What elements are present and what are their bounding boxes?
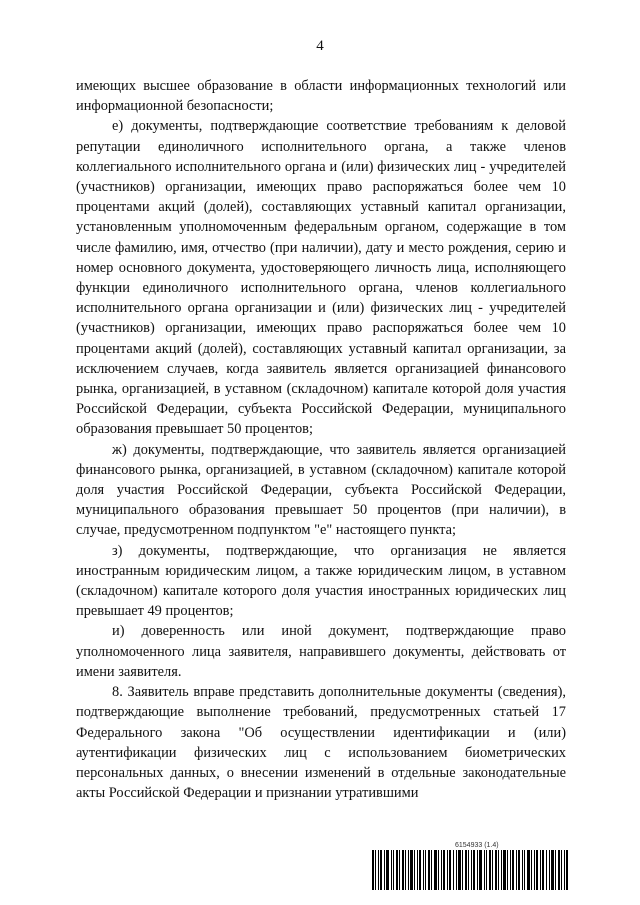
- paragraph-item-zh: ж) документы, подтверждающие, что заявитель является организацией финансового рынка, организацией, в уставном (складочном) капитале которой доля участия Российской Федерации, субъекта Российской Федерации, муниципального образования превышает 50 процентов (при наличии), в случае, предусмотренном подпунктом "е" настоящего пункта;: [76, 441, 566, 539]
- document-body: [76, 76, 566, 803]
- footer-document-code: 6154933 (1.4): [455, 842, 499, 849]
- barcode: [372, 850, 568, 890]
- paragraph-item-i: и) доверенность или иной документ, подтверждающие право уполномоченного лица заявителя, направившего документы, действовать от имени заявителя.: [76, 623, 566, 680]
- paragraph-continuation: имеющих высшее образование в области информационных технологий или информационной безопасности;: [76, 78, 566, 115]
- paragraph-point-8: 8. Заявитель вправе представить дополнительные документы (сведения), подтверждающие выполнение требований, предусмотренных статьей 17 Федерального закона "Об осуществлении идентификации и (или) аутентификации физических лиц с использованием биометрических персональных данных, о внесении изменений в отдельные законодательные акты Российской Федерации и признании утратившими: [76, 684, 566, 802]
- page-number: 4: [316, 38, 324, 54]
- paragraph-item-e: е) документы, подтверждающие соответствие требованиям к деловой репутации единоличного исполнительного органа, а также членов коллегиального исполнительного органа и (или) физических лиц - учредителей (участников) организации, имеющих право распоряжаться более чем 10 процентами акций (долей), составляющих уставный капитал организации, установленным уполномоченным федеральным органом, содержащие в том числе фамилию, имя, отчество (при наличии), дату и место рождения, серию и номер основного документа, удостоверяющего личность лица, исполняющего функции единоличного исполнительного органа, членов коллегиального исполнительного органа организации и (или) физических лиц - учредителей (участников) организации, имеющих право распоряжаться более чем 10 процентами акций (долей), составляющих уставный капитал организации, за исключением случаев, когда заявитель является организацией финансового рынка, организацией, в уставном (складочном) капитале которой доля участия Российской Федерации, субъекта Российской Федерации, муниципального образования превышает 50 процентов;: [76, 118, 566, 438]
- paragraph-item-z: з) документы, подтверждающие, что организация не является иностранным юридическим лицом, а также юридическим лицом, в уставном (складочном) капитале которого доля участия иностранных юридических лиц превышает 49 процентов;: [76, 542, 566, 620]
